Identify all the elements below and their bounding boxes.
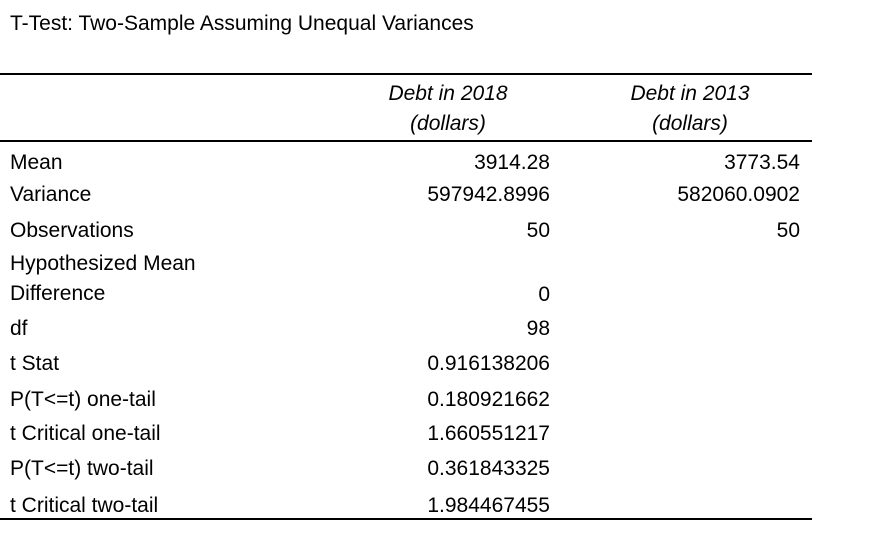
row-label: t Critical two-tail bbox=[10, 494, 159, 517]
cell-value: 0.180921662 bbox=[427, 388, 550, 411]
column-header-line1: Debt in 2013 bbox=[630, 82, 750, 105]
cell-value: 50 bbox=[526, 219, 550, 242]
cell-value: 0.361843325 bbox=[427, 457, 550, 480]
row-label: P(T<=t) one-tail bbox=[10, 388, 156, 411]
cell-value: 597942.8996 bbox=[427, 183, 550, 206]
cell-value: 1.984467455 bbox=[427, 494, 550, 517]
row-label: t Critical one-tail bbox=[10, 422, 161, 445]
row-label: Hypothesized Mean bbox=[10, 252, 196, 275]
row-label: t Stat bbox=[10, 352, 60, 375]
header-bottom-rule bbox=[0, 140, 812, 142]
table-bottom-rule bbox=[0, 518, 812, 520]
cell-value: 0 bbox=[538, 283, 550, 306]
cell-value: 3773.54 bbox=[724, 151, 800, 174]
page-title: T-Test: Two-Sample Assuming Unequal Variances bbox=[10, 12, 474, 35]
column-header-line1: Debt in 2018 bbox=[388, 82, 508, 105]
column-header-line2: (dollars) bbox=[652, 112, 728, 135]
row-label: df bbox=[10, 317, 28, 340]
cell-value: 1.660551217 bbox=[427, 422, 550, 445]
table-top-rule bbox=[0, 73, 812, 75]
cell-value: 582060.0902 bbox=[677, 183, 800, 206]
column-header-debt-2013 bbox=[592, 79, 788, 139]
cell-value: 50 bbox=[776, 219, 800, 242]
cell-value: 0.916138206 bbox=[427, 352, 550, 375]
row-label: P(T<=t) two-tail bbox=[10, 457, 154, 480]
row-label: Variance bbox=[10, 183, 92, 206]
row-label: Difference bbox=[10, 282, 106, 305]
column-header-line2: (dollars) bbox=[410, 112, 486, 135]
row-label: Observations bbox=[10, 219, 134, 242]
cell-value: 3914.28 bbox=[474, 151, 550, 174]
row-label: Mean bbox=[10, 151, 63, 174]
cell-value: 98 bbox=[526, 317, 550, 340]
column-header-debt-2018 bbox=[350, 79, 546, 139]
